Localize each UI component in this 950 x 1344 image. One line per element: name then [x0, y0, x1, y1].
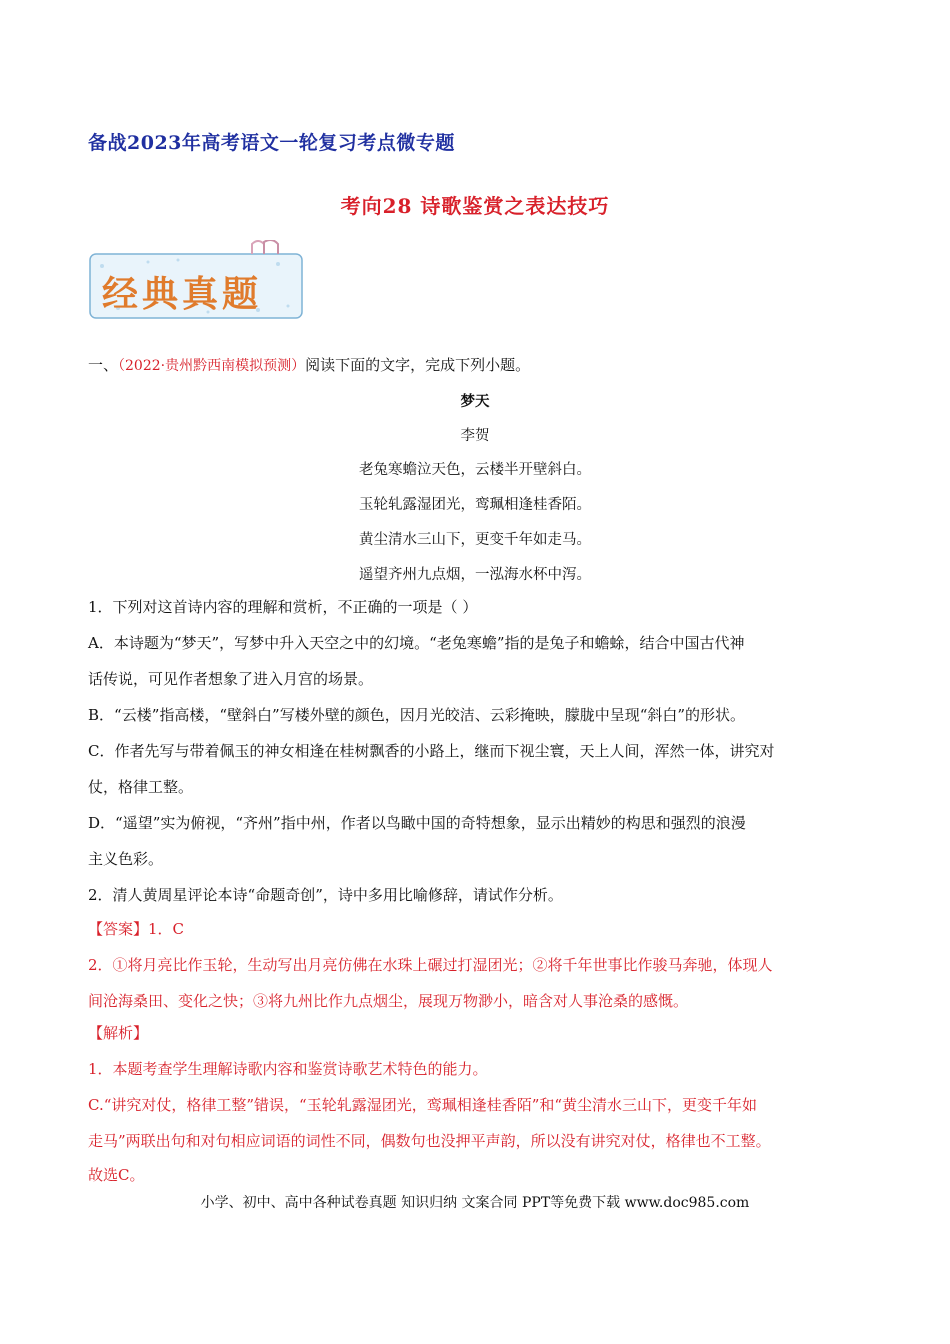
poem-title: 梦天 — [460, 393, 490, 410]
page-title: 考向28 诗歌鉴赏之表达技巧 — [340, 194, 610, 218]
analysis-red-line: C.“讲究对仗，格律工整”错误，“玉轮轧露湿团光，鸾珮相逢桂香陌”和“黄尘清水三山下，更变千年如 — [88, 1096, 758, 1114]
answer-label: 【答案】 — [88, 920, 149, 938]
question-intro — [88, 354, 530, 375]
poem-line: 遥望齐州九点烟，一泓海水杯中泻。 — [359, 567, 591, 583]
answer-line — [88, 918, 184, 939]
q1-option-d-cont: 主义色彩。 — [88, 850, 164, 868]
poem-line: 黄尘清水三山下，更变千年如走马。 — [359, 532, 591, 548]
q1-option-a: A．本诗题为“梦天”，写梦中升入天空之中的幻境。“老兔寒蟾”指的是兔子和蟾蜍，结合中国古代神 — [88, 634, 745, 652]
analysis-red-line: 走马”两联出句和对句相应词语的词性不同，偶数句也没押平声韵，所以没有讲究对仗，格律也不工整。 — [88, 1132, 771, 1150]
q1-option-a-cont: 话传说，可见作者想象了进入月宫的场景。 — [88, 670, 374, 688]
section-banner — [88, 240, 310, 324]
q1-option-d: D．“遥望”实为俯视，“齐州”指中州，作者以鸟瞰中国的奇特想象，显示出精妙的构思和强烈的浪漫 — [88, 814, 746, 832]
analysis-red-line: 故选C。 — [88, 1166, 145, 1184]
q2-stem: 2．清人黄周星评论本诗“命题奇创”，诗中多用比喻修辞，请试作分析。 — [88, 886, 563, 904]
answer-2-line: 间沧海桑田、变化之快；③将九州比作九点烟尘，展现万物渺小，暗含对人事沧桑的感慨。 — [88, 992, 689, 1010]
analysis-line: 1．本题考查学生理解诗歌内容和鉴赏诗歌艺术特色的能力。 — [88, 1060, 488, 1078]
poem-line: 玉轮轧露湿团光，鸾珮相逢桂香陌。 — [359, 497, 591, 513]
question-number: 一、 — [88, 356, 119, 374]
answer-2-line: 2．①将月亮比作玉轮，生动写出月亮仿佛在水珠上碾过打湿团光；②将千年世事比作骏马奔驰，体现人 — [88, 956, 773, 974]
poem-author: 李贺 — [460, 428, 490, 444]
page-footer: 小学、初中、高中各种试卷真题 知识归纳 文案合同 PPT等免费下载 www.doc985.com — [200, 1195, 750, 1211]
question-source: （2022·贵州黔西南模拟预测） — [118, 358, 306, 374]
banner-label: 经典真题 — [102, 274, 263, 315]
q1-option-b: B．“云楼”指高楼，“壁斜白”写楼外壁的颜色，因月光皎洁、云彩掩映，朦胧中呈现“斜白”的形状。 — [88, 706, 746, 724]
answer-1: 1．C — [148, 920, 185, 938]
analysis-label: 【解析】 — [88, 1024, 149, 1042]
q1-option-c: C．作者先写与带着佩玉的神女相逢在桂树飘香的小路上，继而下视尘寰，天上人间，浑然一体，讲究对 — [88, 742, 775, 760]
poem-line: 老兔寒蟾泣天色，云楼半开壁斜白。 — [359, 462, 591, 478]
series-title: 备战2023年高考语文一轮复习考点微专题 — [88, 132, 455, 154]
q1-stem: 1．下列对这首诗内容的理解和赏析，不正确的一项是（ ） — [88, 598, 478, 616]
q1-option-c-cont: 仗，格律工整。 — [88, 778, 194, 796]
question-instruction: 阅读下面的文字，完成下列小题。 — [305, 356, 531, 374]
